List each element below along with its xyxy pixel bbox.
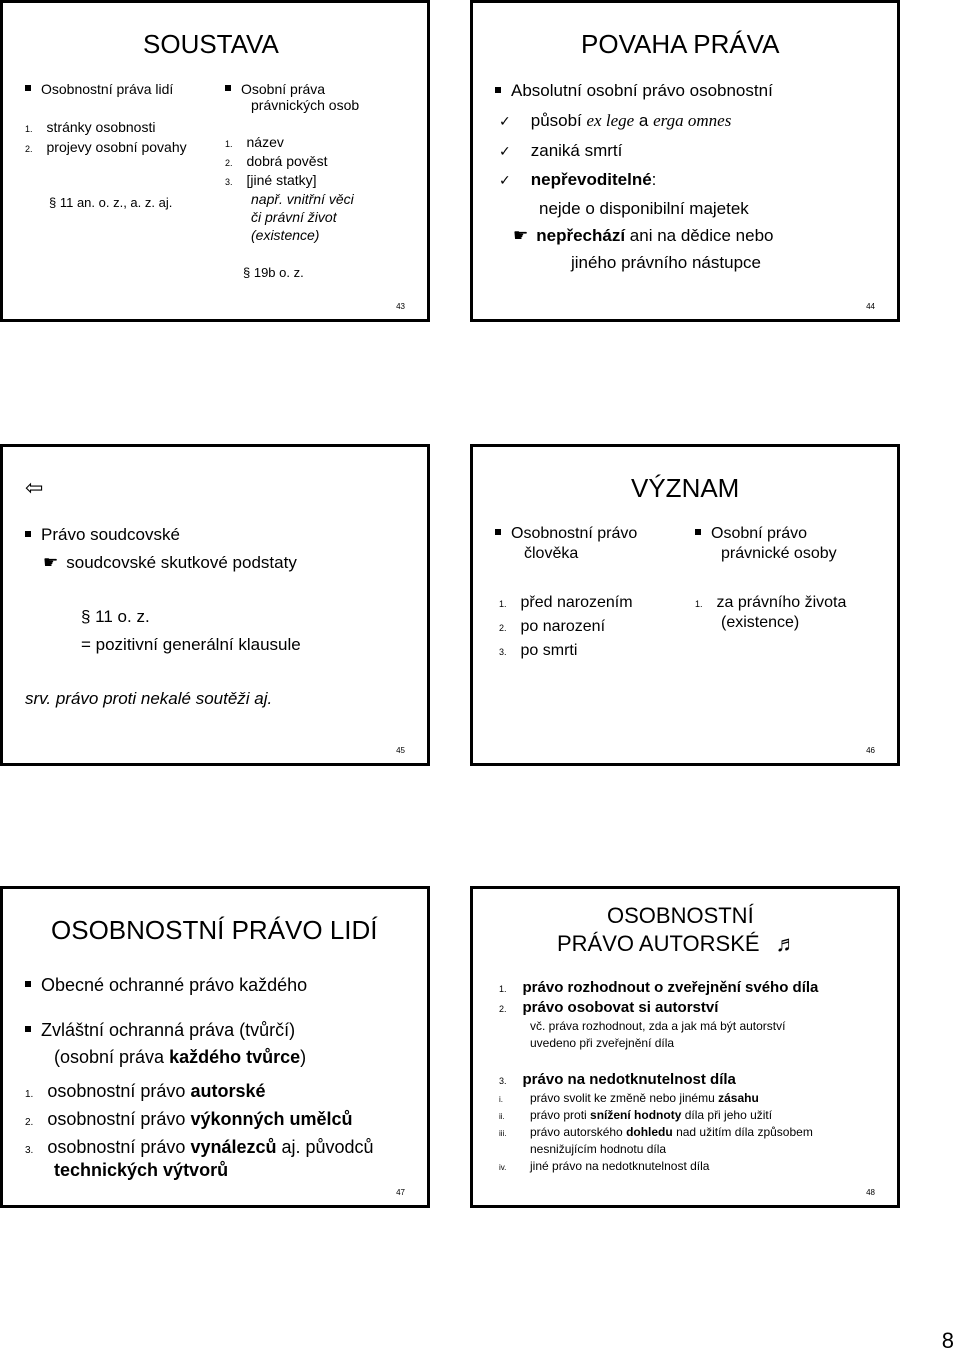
slide-number: 47	[396, 1188, 405, 1197]
sub-point-iii: iii. právo autorského dohledu nad užitím díla způsobem	[499, 1125, 813, 1139]
page-number: 8	[941, 1328, 954, 1353]
sub-point-ii: ii. právo proti snížení hodnoty díla při jeho užití	[499, 1108, 773, 1122]
slide-title: POVAHA PRÁVA	[581, 29, 780, 59]
slide-47	[0, 886, 430, 1208]
slide-title-1: OSOBNOSTNÍ	[607, 903, 754, 928]
slide-number: 48	[866, 1188, 875, 1197]
right-heading-2: právnických osob	[251, 97, 360, 113]
check-icon: ✓	[499, 143, 511, 159]
slide-44	[470, 0, 900, 322]
slide-title-2: PRÁVO AUTORSKÉ ♬	[557, 931, 798, 956]
point-1: 1. právo rozhodnout o zveřejnění svého díla	[499, 979, 819, 996]
line-6: jiného právního nástupce	[571, 253, 761, 272]
right-item-1: 1. název	[225, 134, 284, 150]
right-item-2: 2. dobrá pověst	[225, 153, 328, 169]
point-2: 2. právo osobovat si autorství	[499, 999, 719, 1016]
right-heading-1: Osobní právo	[695, 525, 807, 543]
point-2-note-2: uvedeno při zveřejnění díla	[530, 1036, 675, 1050]
slide-45	[0, 444, 430, 766]
left-heading-1: Osobnostní právo	[495, 525, 637, 543]
slide-46	[470, 444, 900, 766]
check-item-1: ✓ působí ex lege a erga omnes	[499, 111, 732, 130]
check-icon: ✓	[499, 172, 511, 188]
pointing-hand-icon: ☛	[513, 226, 529, 245]
sub-point-iv: iv. jiné právo na nedotknutelnost díla	[499, 1159, 710, 1173]
left-item-3: 3. po smrti	[499, 642, 578, 659]
left-item-2: 2. po narození	[499, 618, 606, 635]
check-item-3: ✓ nepřevoditelné:	[499, 170, 657, 189]
slide-number: 43	[396, 302, 405, 311]
bullet-absolute: Absolutní osobní právo osobnostní	[495, 81, 773, 101]
slide-title: OSOBNOSTNÍ PRÁVO LIDÍ	[51, 915, 378, 945]
right-item-3: 3. [jiné statky]	[225, 172, 317, 188]
note: srv. právo proti nekalé soutěži aj.	[25, 689, 273, 708]
bullet-special-line2: (osobní práva každého tvůrce)	[54, 1047, 307, 1067]
item-2: 2. osobnostní právo výkonných umělců	[25, 1109, 353, 1129]
slide-number: 45	[396, 746, 405, 755]
check-item-2: ✓ zaniká smrtí	[499, 141, 623, 160]
slide-number: 46	[866, 746, 875, 755]
right-note-3: (existence)	[251, 227, 320, 243]
sub-item: ☛ soudcovské skutkové podstaty	[43, 553, 297, 572]
item-3: 3. osobnostní právo vynálezců aj. původců	[25, 1137, 374, 1157]
point-3: 3. právo na nedotknutelnost díla	[499, 1071, 736, 1088]
back-arrow-icon: ⇦	[25, 475, 44, 500]
line-5: ☛ nepřechází ani na dědice nebo	[513, 226, 774, 245]
right-note-1: např. vnitřní věci	[251, 191, 354, 207]
sub-point-i: i. právo svolit ke změně nebo jinému zásahu	[499, 1091, 759, 1105]
left-item-1: 1. před narozením	[499, 594, 633, 611]
bullet-general: Obecné ochranné právo každého	[25, 975, 307, 996]
item-3-line2: technických výtvorů	[54, 1160, 229, 1180]
slide-number: 44	[866, 302, 875, 311]
left-item-1: 1. stránky osobnosti	[25, 119, 156, 135]
right-ref: § 19b o. z.	[243, 265, 304, 280]
bullet-special: Zvláštní ochranná práva (tvůrčí)	[25, 1020, 295, 1041]
right-item-2: (existence)	[721, 614, 800, 631]
right-item-1: 1. za právního života	[695, 594, 847, 611]
slide-title: SOUSTAVA	[143, 29, 279, 59]
left-item-2: 2. projevy osobní povahy	[25, 139, 187, 155]
heading: Právo soudcovské	[25, 525, 180, 545]
ref: § 11 o. z.	[81, 607, 150, 626]
pointing-hand-icon: ☛	[43, 553, 59, 572]
music-note-icon: ♬	[775, 931, 798, 956]
left-heading-2: člověka	[524, 545, 579, 562]
right-note-2: či právní život	[251, 209, 337, 225]
slide-title: VÝZNAM	[631, 473, 740, 503]
clause: = pozitivní generální klausule	[81, 635, 301, 654]
item-1: 1. osobnostní právo autorské	[25, 1081, 266, 1101]
right-heading-1: Osobní práva	[225, 81, 325, 97]
line-4: nejde o disponibilní majetek	[539, 199, 749, 218]
slide-48	[470, 886, 900, 1208]
right-heading-2: právnické osoby	[721, 545, 837, 562]
sub-point-iii-line2: nesnižujícím hodnotu díla	[530, 1142, 667, 1156]
point-2-note-1: vč. práva rozhodnout, zda a jak má být autorství	[530, 1019, 786, 1033]
left-heading: Osobnostní práva lidí	[25, 81, 173, 97]
check-icon: ✓	[499, 113, 511, 129]
slide-43	[0, 0, 430, 322]
left-ref: § 11 an. o. z., a. z. aj.	[49, 195, 173, 210]
